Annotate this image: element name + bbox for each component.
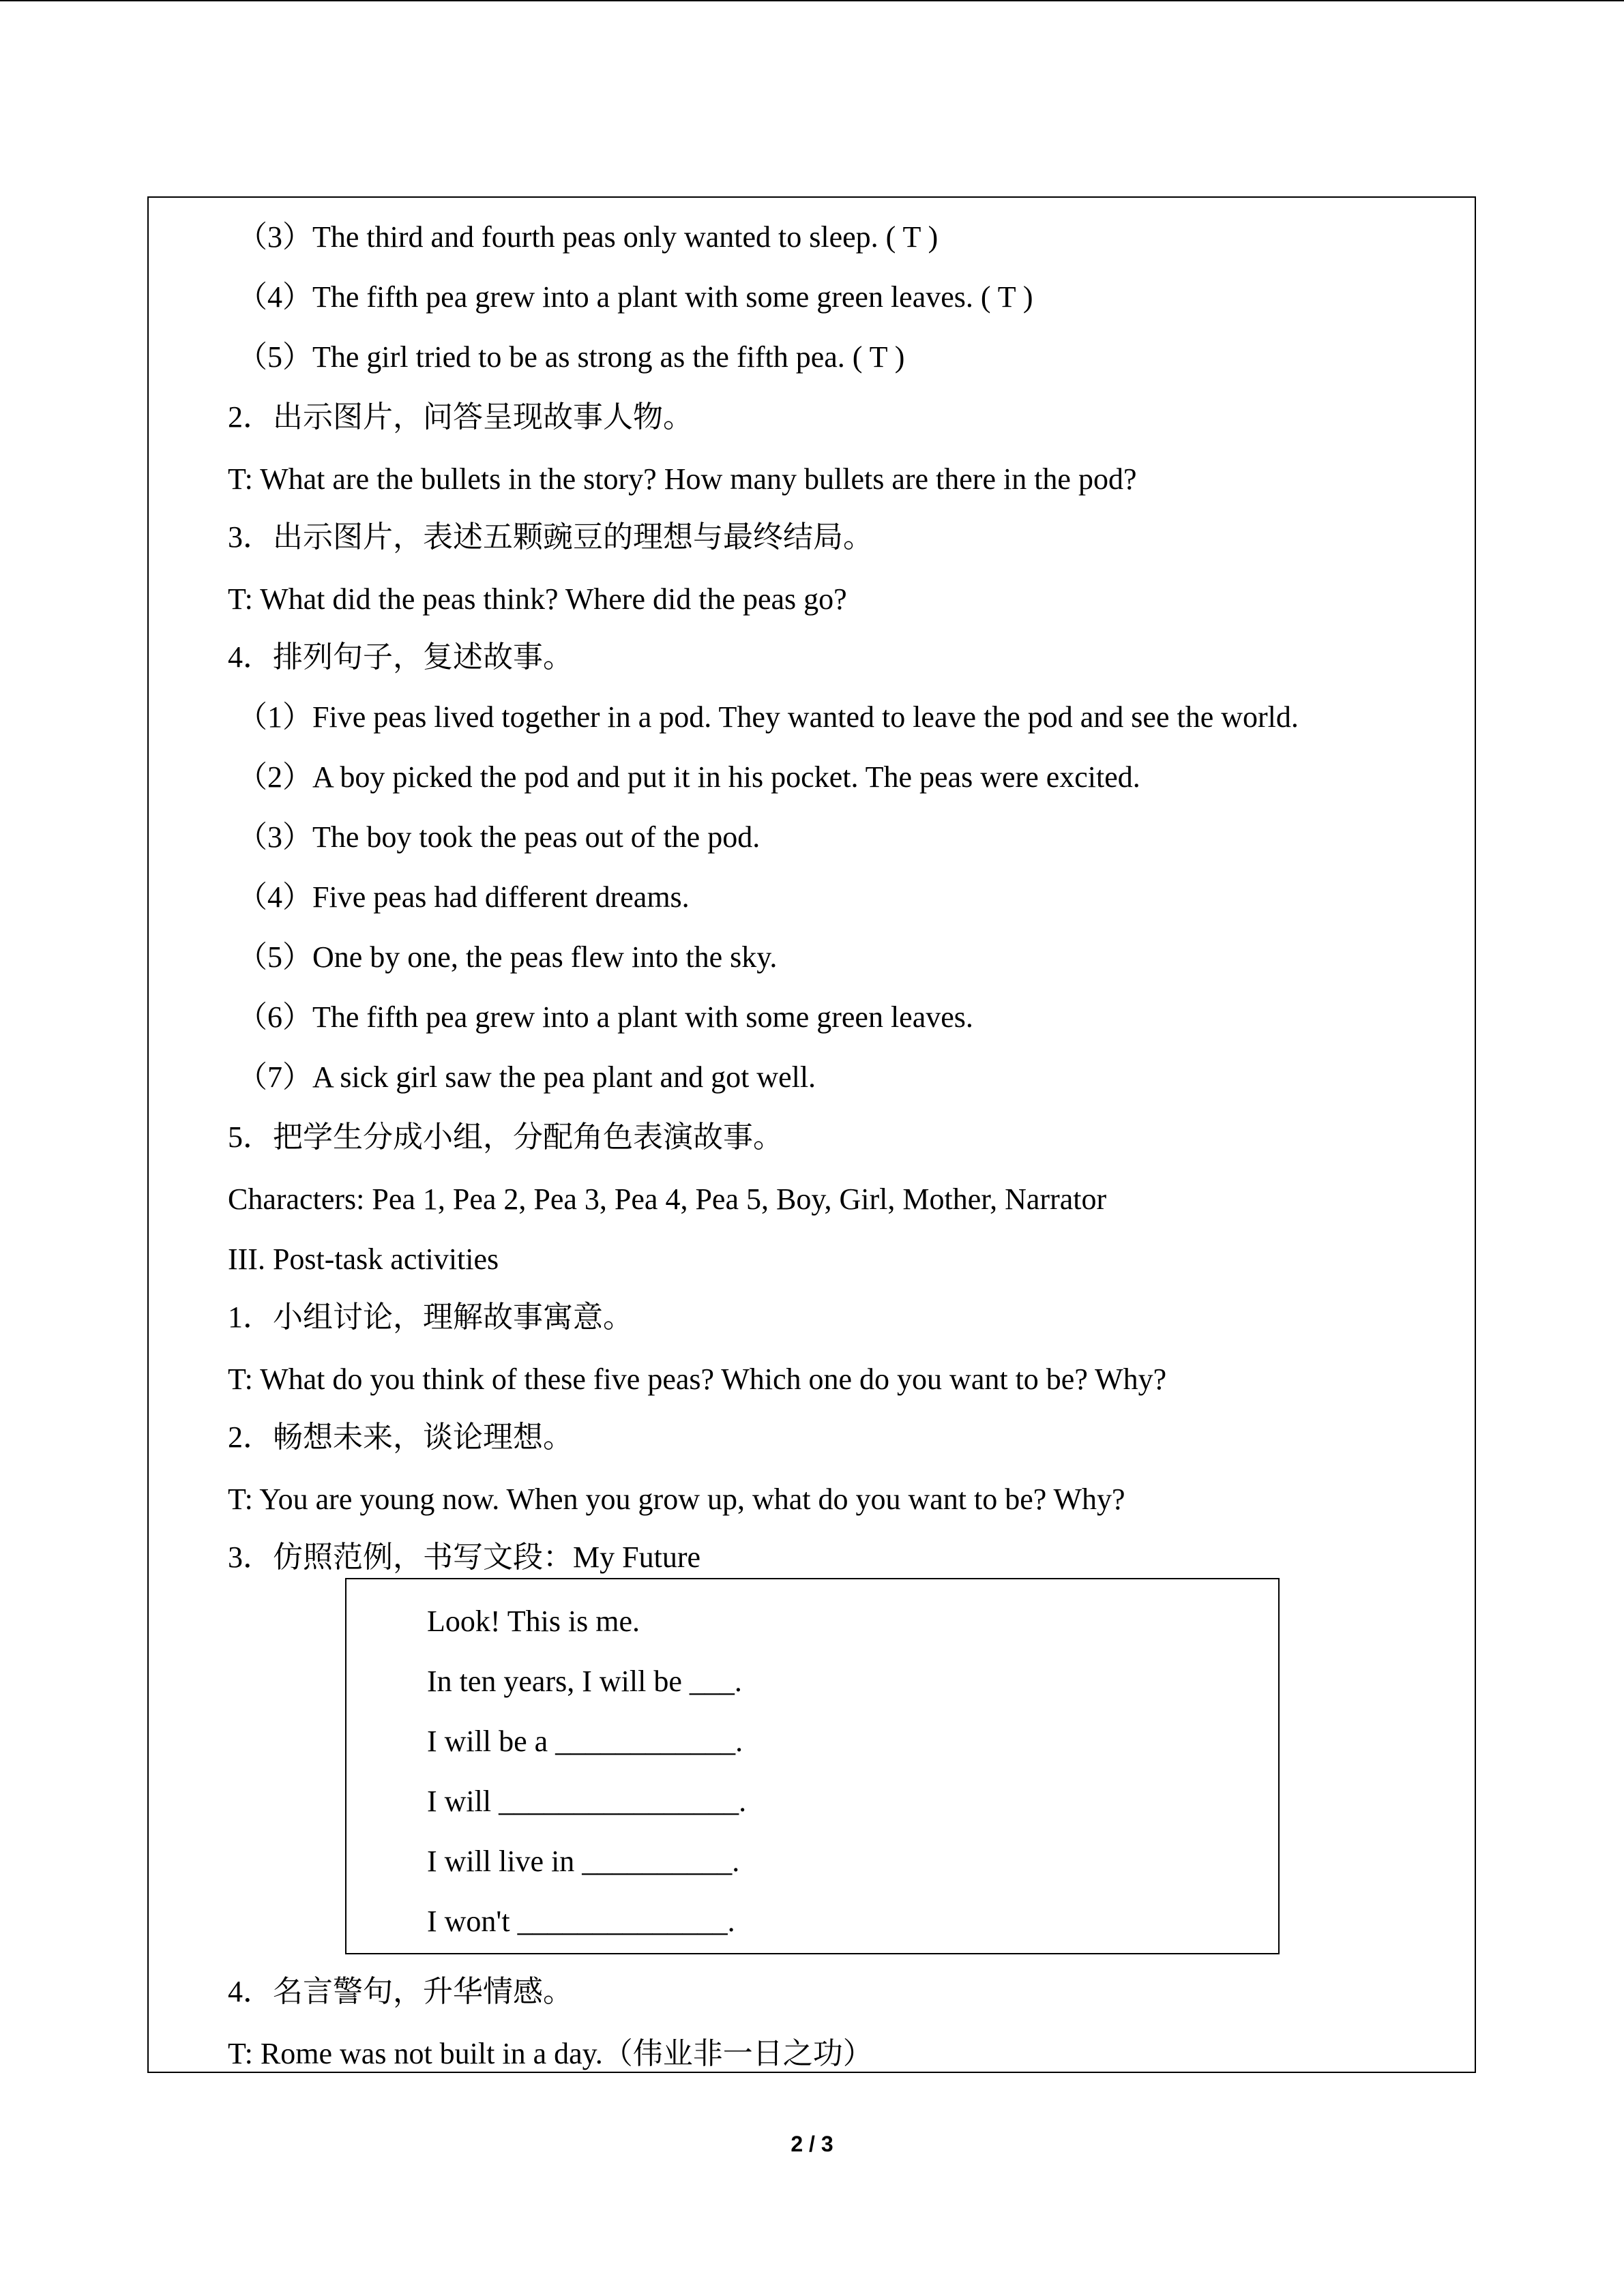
- sentence-item-5: （5）One by one, the peas flew into the sky.: [237, 940, 778, 974]
- template-line-6: I won't ______________.: [427, 1905, 735, 1938]
- proverb-line: T: Rome was not built in a day.（伟业非一日之功）: [228, 2037, 873, 2070]
- judgement-item-5: （5）The girl tried to be as strong as the fifth pea. ( T ): [237, 340, 905, 374]
- page-number: 2 / 3: [791, 2132, 833, 2156]
- post-step-1-heading: 1．小组讨论，理解故事寓意。: [228, 1300, 633, 1334]
- judgement-item-3: （3）The third and fourth peas only wanted to sleep. ( T ): [237, 220, 939, 254]
- step-5-heading: 5．把学生分成小组，分配角色表演故事。: [228, 1120, 783, 1154]
- step-4-heading: 4．排列句子，复述故事。: [228, 640, 573, 674]
- step-3-heading: 3．出示图片，表述五颗豌豆的理想与最终结局。: [228, 520, 873, 554]
- characters-line: Characters: Pea 1, Pea 2, Pea 3, Pea 4, Pea 5, Boy, Girl, Mother, Narrator: [228, 1182, 1107, 1216]
- sentence-item-6: （6）The fifth pea grew into a plant with some green leaves.: [237, 1000, 973, 1034]
- sentence-item-1: （1）Five peas lived together in a pod. They wanted to leave the pod and see the world.: [237, 700, 1299, 734]
- template-line-3: I will be a ____________.: [427, 1725, 743, 1758]
- step-2-question: T: What are the bullets in the story? How many bullets are there in the pod?: [228, 462, 1137, 496]
- post-task-heading: III. Post-task activities: [228, 1242, 499, 1276]
- template-line-2: In ten years, I will be ___.: [427, 1665, 742, 1698]
- top-border-line: [0, 0, 1624, 1]
- step-2-heading: 2．出示图片，问答呈现故事人物。: [228, 400, 693, 434]
- step-3-question: T: What did the peas think? Where did the peas go?: [228, 582, 847, 616]
- judgement-item-4: （4）The fifth pea grew into a plant with some green leaves. ( T ): [237, 280, 1033, 314]
- sentence-item-4: （4）Five peas had different dreams.: [237, 880, 690, 914]
- post-step-3-heading: 3．仿照范例，书写文段：My Future: [228, 1540, 700, 1574]
- sentence-item-2: （2）A boy picked the pod and put it in his pocket. The peas were excited.: [237, 760, 1140, 794]
- sentence-item-7: （7）A sick girl saw the pea plant and got well.: [237, 1060, 816, 1094]
- post-step-4-heading: 4．名言警句，升华情感。: [228, 1975, 573, 2008]
- template-line-5: I will live in __________.: [427, 1845, 740, 1878]
- post-step-2-question: T: You are young now. When you grow up, what do you want to be? Why?: [228, 1482, 1125, 1516]
- post-step-2-heading: 2．畅想未来，谈论理想。: [228, 1420, 573, 1454]
- sentence-item-3: （3）The boy took the peas out of the pod.: [237, 820, 761, 854]
- post-step-1-question: T: What do you think of these five peas? Which one do you want to be? Why?: [228, 1362, 1167, 1396]
- template-line-4: I will ________________.: [427, 1785, 747, 1818]
- template-line-1: Look! This is me.: [427, 1605, 640, 1638]
